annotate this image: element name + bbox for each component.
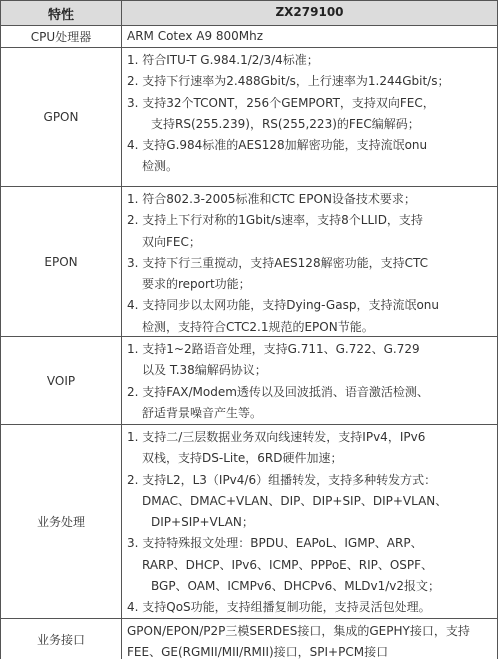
biz-item-4: 4. 支持QoS功能，支持组播复制功能，支持灵活包处理。 [127,600,431,615]
iface-line-1: GPON/EPON/P2P三模SERDES接口，集成的GEPHY接口，支持 [127,624,470,638]
gpon-item-4: 4. 支持G.984标准的AES128加解密功能，支持流氓onu [127,138,428,153]
biz-item-2: 2. 支持L2，L3（IPv4/6）组播转发，支持多种转发方式： [127,472,437,487]
epon-item-3: 3. 支持下行三重搅动，支持AES128解密功能，支持CTC [127,255,428,270]
biz-item-2-cont-a: DMAC、DMAC+VLAN、DIP、DIP+SIP、DIP+VLAN、 [142,493,448,508]
voip-item-1-cont: 以及 T.38编解码协议； [142,363,267,378]
row-value-gpon [122,48,497,186]
gpon-item-2: 2. 支持下行速率为2.488Gbit/s，上行速率为1.244Gbit/s； [127,74,450,89]
row-business [1,425,497,619]
voip-item-2-cont: 舒适背景噪音产生等。 [142,405,263,420]
row-interface [1,619,497,659]
voip-item-2: 2. 支持FAX/Modem透传以及回波抵消、语音激活检测、 [127,384,429,399]
gpon-item-3: 3. 支持32个TCONT，256个GEMPORT，支持双向FEC， [127,95,435,110]
epon-item-2: 2. 支持上下行对称的1Gbit/s速率，支持8个LLID，支持 [127,213,423,228]
row-value-voip [122,337,497,424]
row-epon [1,187,497,337]
table-header-row [1,1,497,26]
biz-item-3-cont-a: RARP、DHCP、IPv6、ICMP、PPPoE、RIP、OSPF、 [142,557,434,572]
biz-item-2-cont-b: DIP+SIP+VLAN； [151,515,254,530]
row-label-epon: EPON [1,187,122,336]
row-label-voip: VOIP [1,337,122,424]
row-value-interface [122,619,497,659]
gpon-item-1: 1. 符合ITU-T G.984.1/2/3/4标准； [127,53,319,67]
biz-item-1: 1. 支持二/三层数据业务双向线速转发，支持IPv4，IPv6 [127,430,426,444]
row-label-cpu: CPU处理器 [1,26,122,47]
epon-item-2-cont: 双向FEC； [142,234,201,249]
row-value-business [122,425,497,618]
biz-item-1-cont: 双栈，支持DS-Lite，6RD硬件加速； [142,451,343,466]
epon-item-4: 4. 支持同步以太网功能，支持Dying-Gasp，支持流氓onu [127,298,440,313]
row-cpu [1,26,497,48]
iface-line-2: FEE、GE(RGMII/MII/RMII)接口，SPI+PCM接口 [127,645,389,659]
row-label-interface: 业务接口 [1,619,122,659]
row-voip [1,337,497,425]
header-model: ZX279100 [275,5,344,20]
row-label-business: 业务处理 [1,425,122,618]
biz-item-3: 3. 支持特殊报文处理：BPDU、EAPoL、IGMP、ARP、 [127,536,423,551]
gpon-item-4-cont: 检测。 [142,159,179,174]
epon-item-4-cont: 检测，支持符合CTC2.1规范的EPON节能。 [142,319,374,334]
row-value-cpu: ARM Cotex A9 800Mhz [127,28,264,43]
voip-item-1: 1. 支持1~2路语音处理，支持G.711、G.722、G.729 [127,342,420,356]
epon-item-3-cont: 要求的report功能； [142,277,251,292]
epon-item-1: 1. 符合802.3-2005标准和CTC EPON设备技术要求； [127,192,416,206]
gpon-item-3-cont: 支持RS(255.239)，RS(255,223)的FEC编解码； [151,116,420,131]
header-feature: 特性 [1,1,122,25]
row-value-epon [122,187,497,336]
biz-item-3-cont-b: BGP、OAM、ICMPv6、DHCPv6、MLDv1/v2报文； [151,579,441,594]
row-label-gpon: GPON [1,48,122,186]
row-gpon [1,48,497,187]
